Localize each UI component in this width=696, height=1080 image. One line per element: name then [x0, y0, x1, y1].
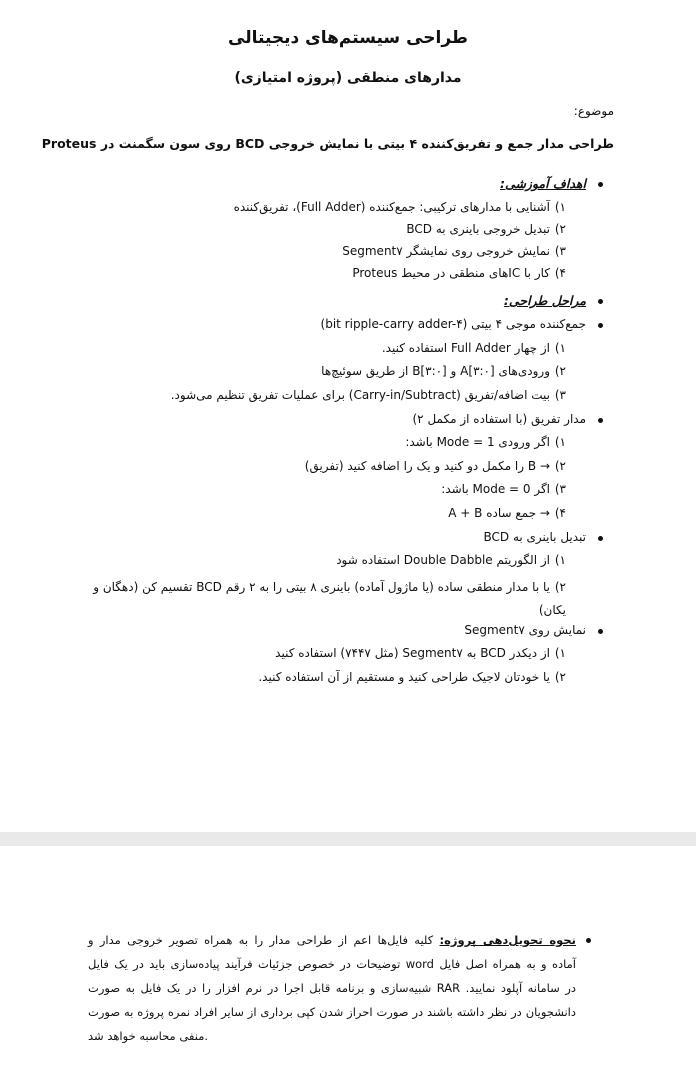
item-number: ۴): [554, 266, 566, 280]
list-item: [405, 435, 566, 449]
item-text: کار با ICهای منطقی در محیط Proteus: [352, 266, 550, 280]
item-text: نمایش خروجی روی نمایشگر Segment۷: [342, 244, 550, 258]
item-number: ۳): [554, 388, 566, 402]
list-item: [171, 388, 566, 402]
item-text: اگر ورودی Mode = 1 باشد:: [405, 435, 550, 449]
subtractor-heading: مدار تفریق (با استفاده از مکمل ۲): [412, 412, 586, 426]
adder-heading: جمع‌کننده موجی ۴ بیتی (bit ripple-carry adder-۴): [320, 317, 586, 331]
list-item: [234, 200, 566, 214]
list-item: [84, 576, 566, 622]
document-subtitle: مدارهای منطقی (پروژه امتیازی): [234, 70, 462, 86]
item-text: بیت اضافه/تفریق (Carry-in/Subtract) برای عملیات تفریق تنظیم می‌شود.: [170, 388, 550, 402]
list-item: [275, 646, 566, 660]
list-item: [305, 459, 566, 473]
item-number: ۱): [554, 435, 566, 449]
delivery-lead: نحوه تحویل‌دهی پروژه:: [439, 933, 576, 947]
item-text: اگر Mode = 0 باشد:: [441, 482, 550, 496]
list-item: [352, 266, 566, 280]
item-text: یا با مدار منطقی ساده (یا ماژول آماده) باینری ۸ بیتی را به ۲ رقم BCD تقسیم کن (دهگان و یکان): [93, 580, 566, 617]
item-text: از دیکدر BCD به Segment۷ (مثل ۷۴۴۷) استفاده کنید: [275, 646, 550, 660]
item-text: از چهار Full Adder استفاده کنید.: [381, 341, 550, 355]
item-number: ۲): [554, 222, 566, 236]
goals-heading: اهداف آموزشی:: [500, 176, 586, 191]
delivery-paragraph: [88, 928, 576, 1048]
item-number: ۱): [554, 341, 566, 355]
stages-heading: مراحل طراحی:: [503, 293, 586, 308]
item-number: ۱): [554, 646, 566, 660]
list-item: [336, 553, 566, 567]
bcd-heading: تبدیل باینری به BCD: [483, 530, 586, 544]
list-item: [448, 506, 566, 520]
item-number: ۴): [554, 506, 566, 520]
item-text: از الگوریتم Double Dabble استفاده شود: [336, 553, 550, 567]
item-number: ۱): [554, 200, 566, 214]
item-text: → جمع ساده A + B: [448, 506, 550, 520]
item-number: ۳): [554, 244, 566, 258]
list-item: [321, 364, 566, 378]
item-number: ۱): [554, 553, 566, 567]
item-number: ۲): [554, 364, 566, 378]
list-item: [342, 244, 566, 258]
item-number: ۲): [554, 670, 566, 684]
item-number: ۲): [554, 459, 566, 473]
item-text: آشنایی با مدارهای ترکیبی: جمع‌کننده (Full Adder)، تفریق‌کننده: [233, 200, 550, 214]
list-item: [382, 341, 566, 355]
item-number: ۳): [554, 482, 566, 496]
bullet-dot: [586, 938, 591, 943]
list-item: [441, 482, 566, 496]
item-text: → B را مکمل دو کنید و یک را اضافه کنید (تفریق): [304, 459, 550, 473]
list-item: [258, 670, 566, 684]
subject-label: موضوع:: [573, 104, 614, 118]
item-number: ۲): [554, 580, 566, 594]
delivery-text: کلیه فایل‌ها اعم از طراحی مدار را به همراه تصویر خروجی مدار و توضیحات در خصوص جزئیات فرآیند پیاده‌سازی باید در یک فایل word آماده و به همراه اصل فایل شبیه‌سازی و برنامه قابل اجرا در نرم افزار را در یک فایل به صورت RAR در سامانه آپلود نمایید. دانشجویان در نظر داشته باشند در صورت احراز شدن کپی برداری از سایر افراد نمره پروژه به صورت منفی محاسبه خواهد شد.: [88, 933, 576, 1043]
item-text: ورودی‌های A[۳:۰] و B[۳:۰] از طریق سوئیچ‌ها: [321, 364, 550, 378]
item-text: تبدیل خروجی باینری به BCD: [406, 222, 550, 236]
item-text: یا خودتان لاجیک طراحی کنید و مستقیم از آن استفاده کنید.: [258, 670, 550, 684]
list-item: [406, 222, 566, 236]
subject-text: طراحی مدار جمع و تفریق‌کننده ۴ بیتی با نمایش خروجی BCD روی سون سگمنت در Proteus: [41, 136, 614, 151]
document-title: طراحی سیستم‌های دیجیتالی: [228, 28, 468, 48]
display-heading: نمایش روی Segment۷: [464, 623, 586, 637]
